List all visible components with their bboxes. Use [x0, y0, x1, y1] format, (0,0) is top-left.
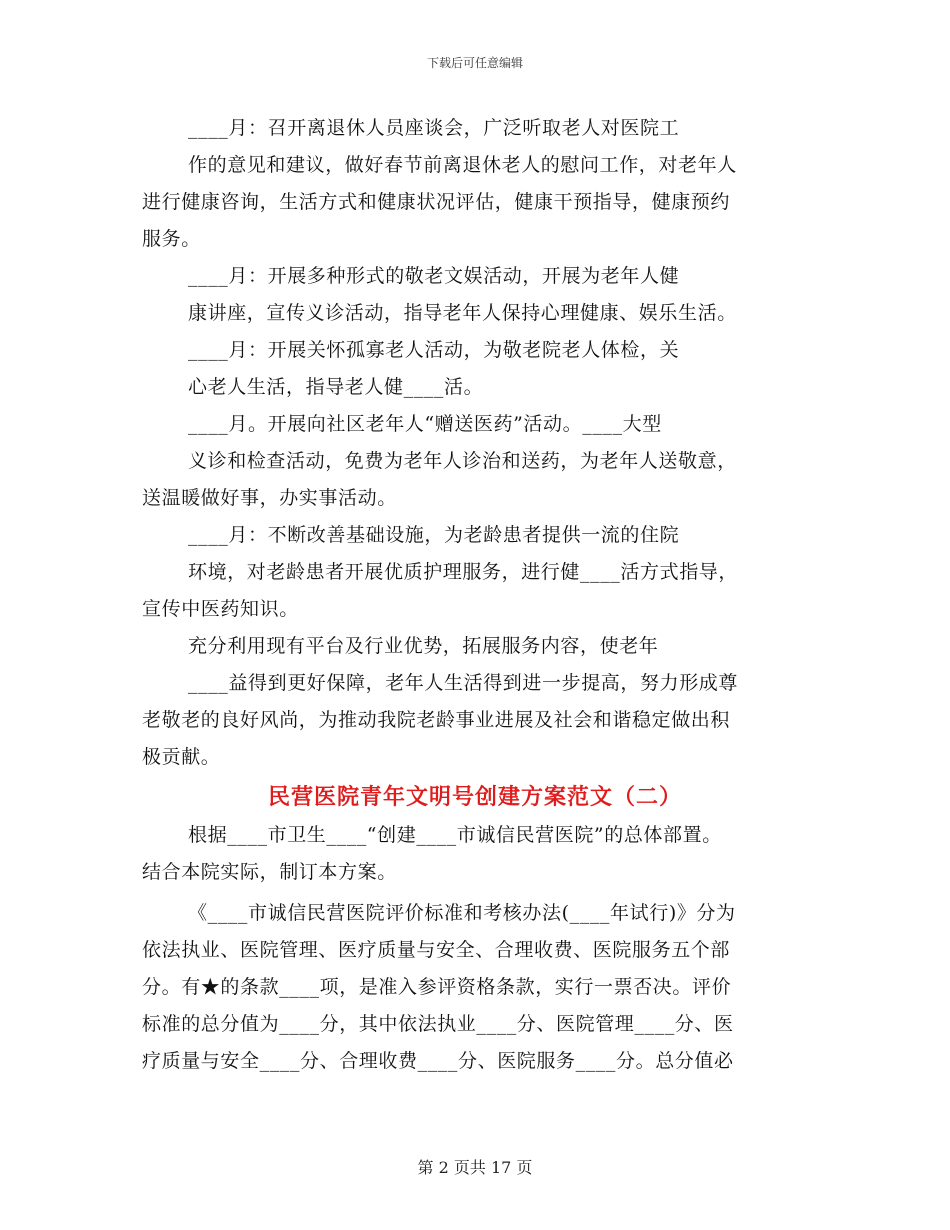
body-line: ____益得到更好保障，老年人生活得到进一步提高，努力形成尊 — [188, 672, 739, 694]
body-line: ____月：召开离退休人员座谈会，广泛听取老人对医院工 — [188, 117, 680, 139]
body-line: 充分利用现有平台及行业优势，拓展服务内容，使老年 — [188, 635, 659, 657]
body-line: 送温暖做好事，办实事活动。 — [142, 487, 397, 509]
body-line: 极贡献。 — [142, 746, 221, 768]
section-line: 标准的总分值为____分，其中依法执业____分、医院管理____分、医 — [142, 1013, 734, 1035]
body-line: 义诊和检查活动，免费为老年人诊治和送药，为老年人送敬意， — [188, 450, 737, 472]
body-line: 服务。 — [142, 228, 201, 250]
body-line: 心老人生活，指导老人健____活。 — [188, 376, 484, 398]
section-line: 结合本院实际，制订本方案。 — [142, 861, 397, 883]
body-line: 老敬老的良好风尚，为推动我院老龄事业进展及社会和谐稳定做出积 — [142, 709, 731, 731]
page-header: 下载后可任意编辑 — [426, 56, 523, 70]
body-line: ____月。开展向社区老年人“赠送医药”活动。____大型 — [188, 413, 662, 435]
body-line: ____月：开展多种形式的敬老文娱活动，开展为老年人健 — [188, 265, 680, 287]
body-line: 进行健康咨询，生活方式和健康状况评估，健康干预指导，健康预约 — [142, 191, 731, 213]
section-line: 《____市诚信民营医院评价标准和考核办法(____年试行)》分为 — [188, 902, 736, 924]
body-line: ____月：开展关怀孤寡老人活动，为敬老院老人体检，关 — [188, 339, 680, 361]
section-line: 依法执业、医院管理、医疗质量与安全、合理收费、医院服务五个部 — [142, 939, 731, 961]
body-line: 作的意见和建议，做好春节前离退休老人的慰问工作，对老年人 — [188, 154, 737, 176]
section-line: 疗质量与安全____分、合理收费____分、医院服务____分。总分值必 — [142, 1050, 734, 1072]
body-line: ____月：不断改善基础设施，为老龄患者提供一流的住院 — [188, 524, 680, 546]
section-line: 根据____市卫生____“创建____市诚信民营医院”的总体部置。 — [188, 824, 722, 846]
body-line: 宣传中医药知识。 — [142, 598, 299, 620]
section-line: 分。有★的条款____项，是准入参评资格条款，实行一票否决。评价 — [142, 976, 732, 998]
section-title: 民营医院青年文明号创建方案范文（二） — [267, 784, 682, 810]
page-footer: 第 2 页共 17 页 — [417, 1158, 533, 1177]
body-line: 环境，对老龄患者开展优质护理服务，进行健____活方式指导， — [188, 561, 739, 583]
body-line: 康讲座，宣传义诊活动，指导老年人保持心理健康、娱乐生活。 — [188, 302, 737, 324]
